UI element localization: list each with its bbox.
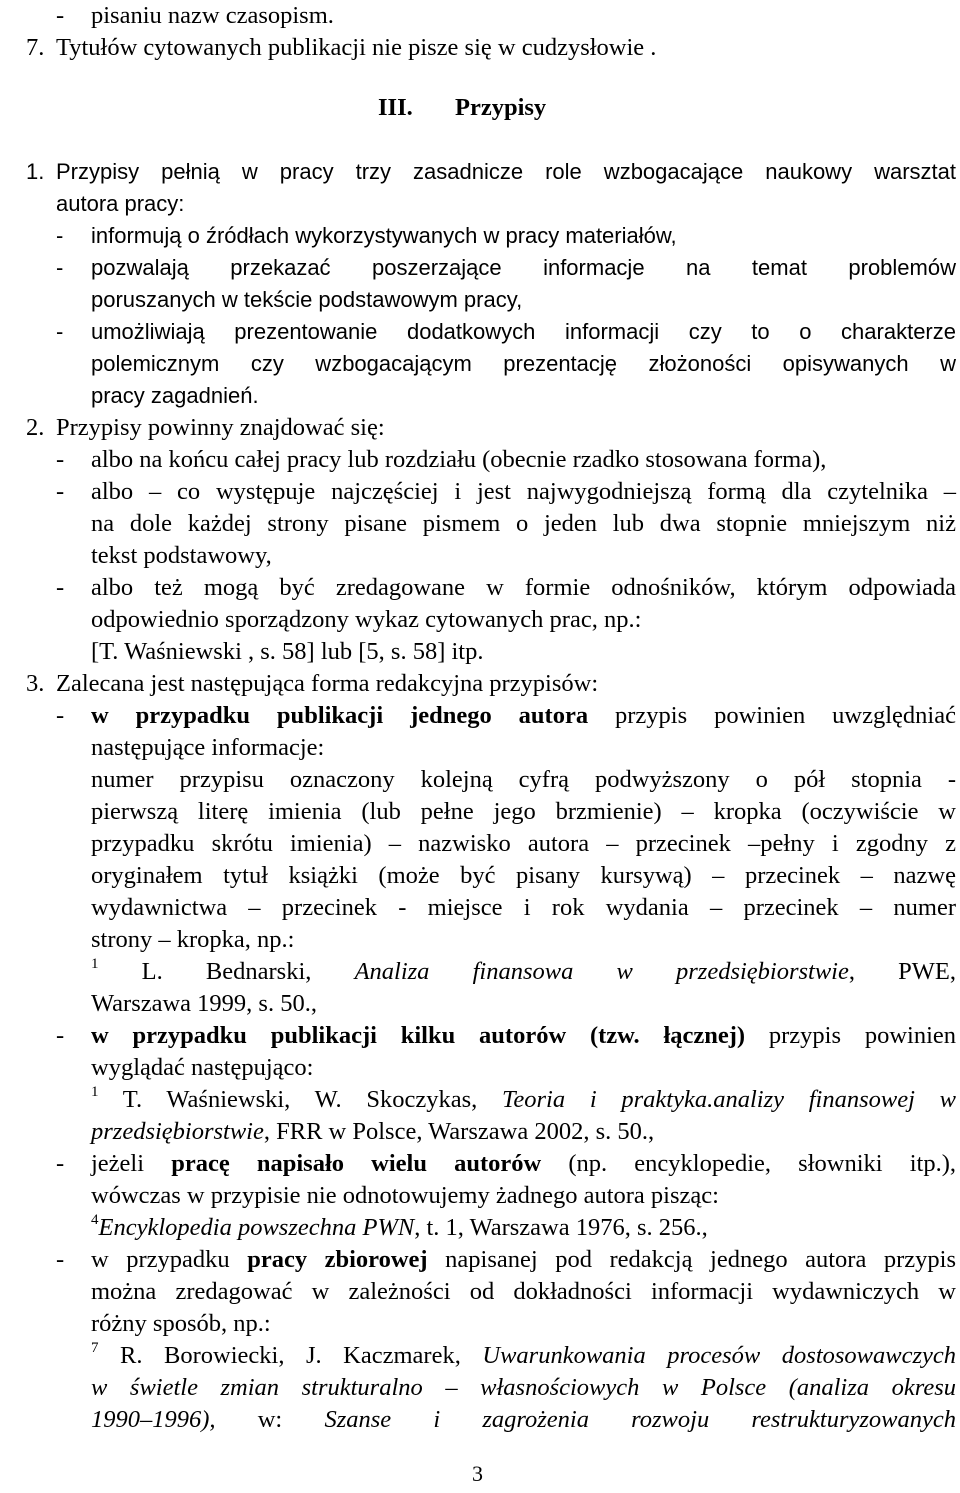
bullet-dash: - [56, 574, 65, 601]
footnote-example: $^4$Encyklopedia powszechna PWN, t. 1, Warszawa 1976, s. 256., [91, 1211, 708, 1241]
point-3-intro: 3. Zalecana jest następująca forma redakcyjna przypisów: [26, 670, 599, 697]
list-item-cont: można zredagować w zależności od dokładności informacji wydawniczych w [91, 1278, 956, 1305]
footnote-example-cont: 1990–1996), w: Szanse i zagrożenia rozwoju restrukturyzowanych [91, 1406, 956, 1433]
bullet-dash: - [56, 319, 64, 344]
list-item-cont: oryginałem tytuł książki (może być pisany kursywą) – przecinek – nazwę [91, 862, 956, 889]
section-roman: III. [378, 94, 413, 121]
section-title: Przypisy [454, 94, 547, 121]
list-item: - albo też mogą być zredagowane w formie odnośników, którym odpowiada [0, 572, 960, 604]
list-item: - umożliwiają prezentowanie dodatkowych informacji czy to o charakterze [0, 316, 960, 348]
list-item: - albo na końcu całej pracy lub rozdziału (obecnie rzadko stosowana forma), [0, 444, 960, 476]
list-item-cont: numer przypisu oznaczony kolejną cyfrą podwyższony o pół stopnia - [91, 766, 956, 793]
item-number: 7. [26, 34, 45, 61]
list-item-cont: wyglądać następująco: [91, 1054, 314, 1081]
list-item: - w przypadku publikacji kilku autorów (tzw. łącznej) przypis powinien [0, 1020, 960, 1052]
list-item-cont: strony – kropka, np.: [91, 926, 295, 953]
bullet-dash: - [56, 255, 64, 280]
list-item-cont: odpowiednio sporządzony wykaz cytowanych prac, np.: [91, 606, 642, 633]
list-item-cont: następujące informacje: [91, 734, 325, 761]
bullet-dash: - [56, 478, 65, 505]
footnote-example-cont: przedsiębiorstwie, FRR w Polsce, Warszawa 2002, s. 50., [91, 1118, 655, 1145]
list-item-cont: wydawnictwa – przecinek - miejsce i rok wydania – przecinek – numer [91, 894, 956, 921]
list-item-cont: różny sposób, np.: [91, 1310, 271, 1337]
footnote-example: $^7$ R. Borowiecki, J. Kaczmarek, Uwarunkowania procesów dostosowawczych [91, 1339, 956, 1369]
footnote-example: $^1$ L. Bednarski, Analiza finansowa w przedsiębiorstwie, PWE, [91, 955, 957, 985]
list-item-cont: tekst podstawowy, [91, 542, 272, 569]
list-item: - informują o źródłach wykorzystywanych w pracy materiałów, [0, 220, 960, 252]
list-item-cont: pracy zagadnień. [91, 383, 259, 408]
bullet-dash: - [56, 702, 65, 729]
footnote-example-cont: w świetle zmian strukturalno – własnościowych w Polsce (analiza okresu [91, 1374, 956, 1401]
list-item-cont: przypadku skrótu imienia) – nazwisko autora – przecinek –pełny i zgodny z [91, 830, 956, 857]
list-item-text: Tytułów cytowanych publikacji nie pisze się w cudzysłowie . [56, 34, 657, 61]
footnote-example-cont: Warszawa 1999, s. 50., [91, 990, 317, 1017]
list-item-cont: wówczas w przypisie nie odnotowujemy żadnego autora pisząc: [91, 1182, 719, 1209]
list-item: - albo – co występuje najczęściej i jest najwygodniejszą formą dla czytelnika – [0, 476, 960, 508]
list-item-cont: [T. Waśniewski , s. 58] lub [5, s. 58] itp. [91, 638, 484, 665]
list-item: - w przypadku publikacji jednego autora przypis powinien uwzględniać [0, 700, 960, 732]
bullet-dash: - [56, 446, 65, 473]
section-heading [378, 92, 546, 124]
point-1-intro-cont: autora pracy: [56, 191, 185, 216]
list-item: - w przypadku pracy zbiorowej napisanej pod redakcją jednego autora przypis [0, 1244, 960, 1276]
bullet-dash: - [56, 2, 65, 29]
list-item-cont: polemicznym czy wzbogacającym prezentację złożoności opisywanych w [91, 351, 956, 376]
list-item-cont: na dole każdej strony pisane pismem o jeden lub dwa stopnie mniejszym niż [91, 510, 956, 537]
list-item-cont: poruszanych w tekście podstawowym pracy, [91, 287, 523, 312]
bullet-dash: - [56, 1150, 65, 1177]
footnote-example: $^1$ T. Waśniewski, W. Skoczykas, Teoria i praktyka.analizy finansowej w [91, 1083, 957, 1113]
list-item-text: pisaniu nazw czasopism. [91, 2, 334, 29]
list-item [0, 32, 960, 64]
page-number: 3 [472, 1461, 483, 1486]
list-item: - pozwalają przekazać poszerzające informacje na temat problemów [0, 252, 960, 284]
list-item-cont: pierwszą literę imienia (lub pełne jego brzmienie) – kropka (oczywiście w [91, 798, 956, 825]
bullet-dash: - [56, 1246, 65, 1273]
bullet-dash: - [56, 223, 64, 248]
point-1-intro: 1. Przypisy pełnią w pracy trzy zasadnicze role wzbogacające naukowy warsztat [26, 159, 956, 184]
list-item: - jeżeli pracę napisało wielu autorów (np. encyklopedie, słowniki itp.), [0, 1148, 960, 1180]
list-item [0, 0, 960, 32]
bullet-dash: - [56, 1022, 65, 1049]
point-2-intro: 2. Przypisy powinny znajdować się: [26, 414, 385, 441]
